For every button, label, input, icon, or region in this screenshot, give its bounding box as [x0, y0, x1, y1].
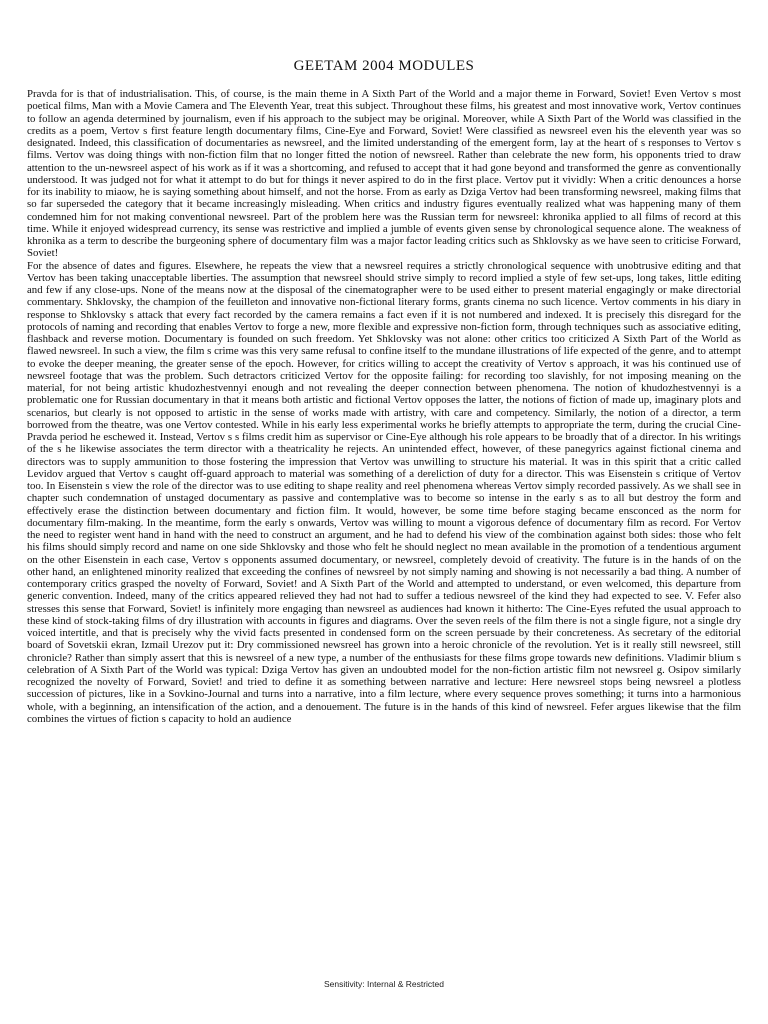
paragraph: For the absence of dates and figures. Elsewhere, he repeats the view that a newsreel requires a strictly chronological sequence with unobtrusive editing and that Vertov has been taking unacceptable liberties. The assumption that newsreel should strive simply to record implied a style of few set-ups, long takes, little editing and few if any close-ups. None of the means now at the disposal of the cinematographer were to be used either to present material engagingly or make directorial commentary. Shklovsky, the champion of the feuilleton and innovative non-fictional literary forms, grants cinema no such licence. Vertov comments in his diary in response to Shklovsky s attack that every fact recorded by the camera remains a fact even if it is not numbered and indexed. It is precisely this disregard for the protocols of naming and recording that enables Vertov to forge a new, more flexible and expressive non-fiction form, through techniques such as associative editing, flashback and reverse motion. Documentary is founded on such freedom. Yet Shklovsky was not alone: other critics too criticized A Sixth Part of the World as flawed newsreel. In such a view, the film s crime was this very same refusal to confine itself to the mundane illustrations of life expected of the genre, and to attempt to evoke the deeper meaning, the greater sense of the epoch. However, for critics willing to accept the creativity of Vertov s approach, it was his continued use of newsreel footage that was the problem. Such detractors criticized Vertov for the opposite failing: for recording too slavishly, for not imposing meaning on the material, for not being artistic khudozhestvennyi enough and not revealing the deeper connection between phenomena. The notion of khudozhestvennyi is a problematic one for Russian documentary in that it means both artistic and fictional Vertov opposes the latter, the notions of fiction of made up, imaginary plots and scenarios, but clearly is not opposed to artistic in the sense of works made with artistry, with care and competency. Similarly, the notion of a director, a term borrowed from the theatre, was one Vertov contested. While in his early less experimental works he briefly attempts to appropriate the term, during the crucial Cine-Pravda period he eschewed it. Instead, Vertov s s films credit him as supervisor or Cine-Eye although his role appears to be broadly that of a director. In his writings of the s he likewise associates the term director with a theatricality he rejects. An unintended effect, however, of these panegyrics against fictional cinema and directors was to supply ammunition to those fostering the impression that Vertov was unwilling to structure his material. It was in this spirit that a critic called Levidov argued that Vertov s caught off-guard approach to material was something of a dereliction of duty for a director. This was Eisenstein s critique of Vertov too. In Eisenstein s view the role of the director was to use editing to shape reality and reel phenomena whereas Vertov simply recorded passively. As we shall see in chapter such condemnation of unstaged documentary as passive and contemplative was to become so intense in the early s as to all but destroy the form and effectively erase the distinction between documentary and fiction film. It would, however, be some time before staging became ensconced as the norm for documentary film-making. In the meantime, form the early s onwards, Vertov was willing to mount a vigorous defence of documentary film as record. For Vertov the need to register went hand in hand with the need to construct an argument, and he had to defend his view of the combination against both sides: those who felt his films should simply record and name on one side Shklovsky and those who felt he should neglect no mean available in the promotion of a tendentious argument on the other Eisenstein in each case, Vertov s opponents assumed documentary, or newsreel, completely devoid of creativity. The future is in the hands of on the other hand, an enlightened minority realized that exceeding the confines of newsreel by not simply naming and showing is not necessarily a bad thing. A number of contemporary critics grasped the novelty of Forward, Soviet! and A Sixth Part of the World and attempted to understand, or even welcomed, this departure from generic convention. Indeed, many of the critics appeared relieved they had not had to suffer a tedious newsreel of the kind they had expected to see. V. Fefer also stresses this sense that Forward, Soviet! is infinitely more engaging than newsreel as audiences had known it hitherto: The Cine-Eyes refuted the usual approach to these kind of stock-taking films of dry illustration with accounts in figures and diagrams. Over the seven reels of the film there is not a single figure, not a single dry voiced intertitle, and that is precisely why the vivid facts presented in condensed form on the screen persuade by their concreteness. As secretary of the editorial board of Sovetskii ekran, Izmail Urezov put it: Dry commissioned newsreel has grown into a heroic chronicle of the revolution. Yet is it really still newsreel, still chronicle? Rather than simply assert that this is newsreel of a new type, a number of the enthusiasts for these films grope towards new definitions. Vladimir blium s celebration of A Sixth Part of the World was typical: Dziga Vertov has given an undoubted model for the non-fiction artistic film not newsreel g. Osipov similarly recognized the novelty of Forward, Soviet! and tried to define it as something between narrative and lecture: Here newsreel stops being newsreel a plotless succession of pictures, like in a Sovkino-Journal and turns into a narrative, into a film lecture, where every sequence proves something; it turns into a harmonious whole, with a beginning, an intensification of the action, and a denouement. The future is in the hands of this kind of newsreel. Fefer argues likewise that the film combines the virtues of fiction s capacity to hold an audience — [27, 259, 741, 725]
body-text — [27, 88, 741, 968]
page-title: GEETAM 2004 MODULES — [293, 58, 475, 74]
paragraph: Pravda for is that of industrialisation. This, of course, is the main theme in A Sixth Part of the World and a major theme in Forward, Soviet! Even Vertov s most poetical films, Man with a Movie Camera and The Eleventh Year, treat this subject. Throughout these films, his greatest and most innovative work, Vertov continues to follow an agenda determined by journalism, even if his approach to the subject may be original. Moreover, while A Sixth Part of the World was classified in the credits as a poem, Vertov s first feature length documentary films, Cine-Eye and Forward, Soviet! Were classified as newsreel even his the eleventh year was so designated. Indeed, this classification of documentaries as newsreel, and the limited understanding of the emergent form, lay at the heart of s responses to Vertov s films. Vertov was doing things with non-fiction film that no longer fitted the notion of newsreel. Rather than celebrate the new form, his opponents tried to draw attention to the un-newsreel aspect of his work as if it was a shortcoming, and refused to accept that it had gone beyond and transformed the genre as conventionally understood. It was judged not for what it attempt to do but for things it never aspired to do in the first place. Vertov put it vividly: When a critic denounces a horse for its inability to miaow, he is saying something about himself, and not the horse. From as early as Dziga Vertov had been transforming newsreel, making films that so far superseded the category that it became increasingly misleading. When critics and industry figures eventually realized what was happening many of them condemned him for not making conventional newsreel. Part of the problem here was the Russian term for newsreel: khronika applied to all films of record at this time. While it enjoyed widespread currency, its sense was restrictive and implied a jumble of events given sense by chronological sequence alone. The weakness of khronika as a term to describe the burgeoning sphere of documentary film was a major factor leading critics such as Shklovsky as we have seen to criticise Forward, Soviet! — [27, 88, 741, 260]
sensitivity-label: Sensitivity: Internal & Restricted — [324, 979, 444, 989]
